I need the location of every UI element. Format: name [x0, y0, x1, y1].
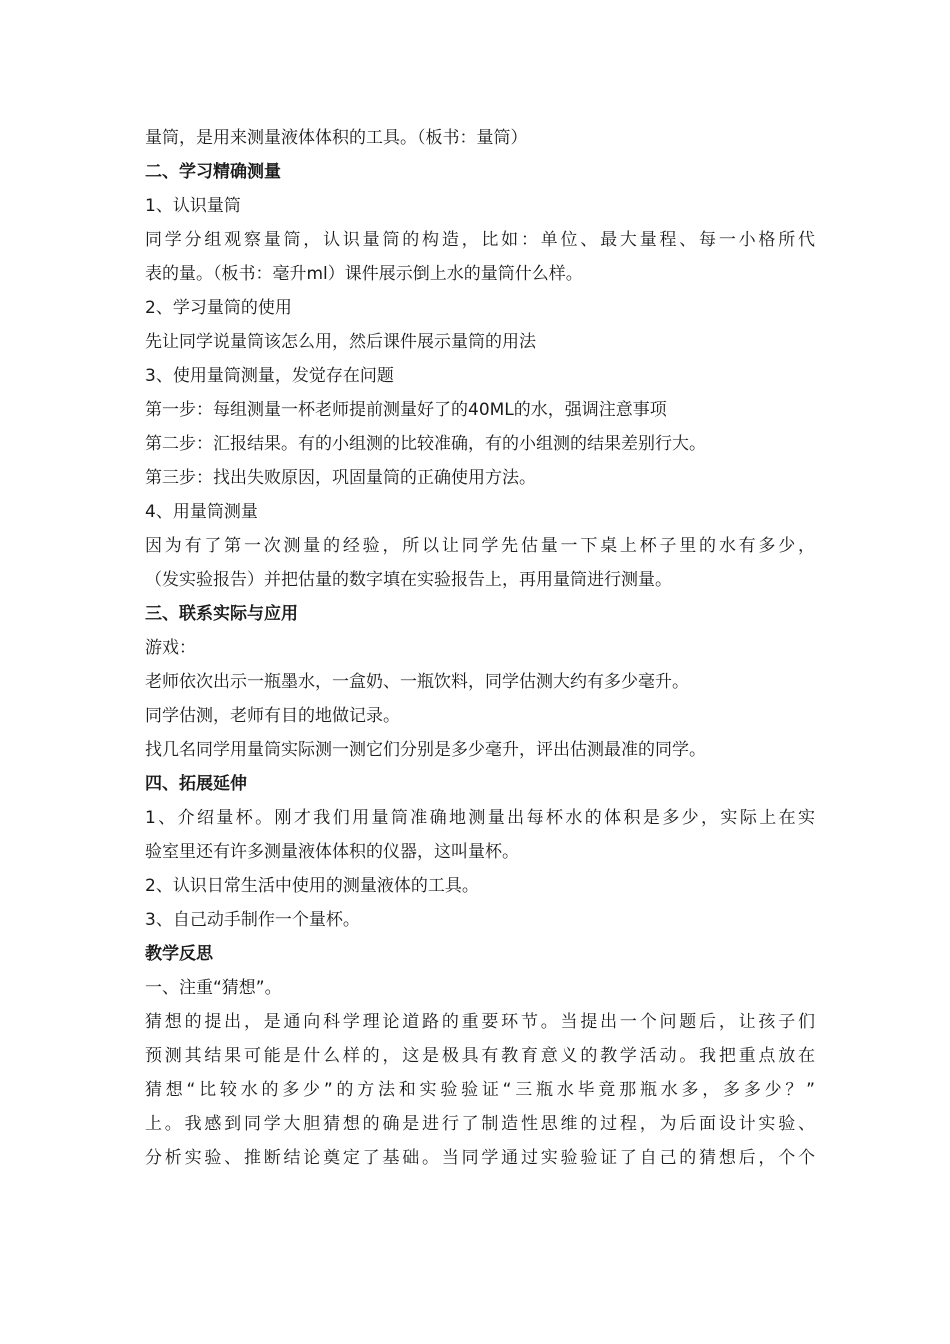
subsection-heading: 2、学习量筒的使用: [145, 298, 292, 318]
text-line: 老师依次出示一瓶墨水，一盒奶、一瓶饮料，同学估测大约有多少毫升。: [145, 672, 689, 692]
text-line: 先让同学说量筒该怎么用，然后课件展示量筒的用法: [145, 332, 536, 352]
text-line: 猜想的提出，是通向科学理论道路的重要环节。当提出一个问题后，让孩子们: [145, 1012, 815, 1032]
text-line: （发实验报告）并把估量的数字填在实验报告上，再用量筒进行测量。: [145, 570, 672, 590]
section-heading: 教学反思: [145, 944, 213, 964]
text-line: 猜想“比较水的多少”的方法和实验验证“三瓶水毕竟那瓶水多，多多少？”: [145, 1080, 815, 1100]
subsection-heading: 一、注重“猜想”。: [145, 978, 282, 998]
subsection-heading: 1、认识量筒: [145, 196, 241, 216]
section-heading: 三、联系实际与应用: [145, 604, 298, 624]
text-line: 第一步：每组测量一杯老师提前测量好了的40ML的水，强调注意事项: [145, 400, 667, 420]
subsection-heading: 4、用量筒测量: [145, 502, 258, 522]
text-line: 预测其结果可能是什么样的，这是极具有教育意义的教学活动。我把重点放在: [145, 1046, 815, 1066]
text-line: 同学估测，老师有目的地做记录。: [145, 706, 400, 726]
text-line: 同学分组观察量筒，认识量筒的构造，比如：单位、最大量程、每一小格所代: [145, 230, 815, 250]
text-line: 第三步：找出失败原因，巩固量筒的正确使用方法。: [145, 468, 536, 488]
document-page: [145, 121, 815, 1175]
text-line: 量筒，是用来测量液体体积的工具。（板书：量筒）: [145, 128, 528, 148]
text-line: 表的量。（板书：毫升ml）课件展示倒上水的量筒什么样。: [145, 264, 583, 284]
text-line: 2、认识日常生活中使用的测量液体的工具。: [145, 876, 479, 896]
text-line: 上。我感到同学大胆猜想的确是进行了制造性思维的过程，为后面设计实验、: [145, 1114, 815, 1134]
text-line: 验室里还有许多测量液体体积的仪器，这叫量杯。: [145, 842, 519, 862]
text-line: 分析实验、推断结论奠定了基础。当同学通过实验验证了自己的猜想后，个个: [145, 1148, 815, 1168]
text-line: 游戏：: [145, 638, 196, 658]
text-line: 因为有了第一次测量的经验，所以让同学先估量一下桌上杯子里的水有多少，: [145, 536, 815, 556]
text-line: 1、介绍量杯。刚才我们用量筒准确地测量出每杯水的体积是多少，实际上在实: [145, 808, 815, 828]
section-heading: 二、学习精确测量: [145, 162, 281, 182]
text-line: 第二步：汇报结果。有的小组测的比较准确，有的小组测的结果差别行大。: [145, 434, 706, 454]
text-line: 找几名同学用量筒实际测一测它们分别是多少毫升，评出估测最准的同学。: [145, 740, 706, 760]
text-line: 3、自己动手制作一个量杯。: [145, 910, 360, 930]
section-heading: 四、拓展延伸: [145, 774, 247, 794]
subsection-heading: 3、使用量筒测量，发觉存在问题: [145, 366, 394, 386]
